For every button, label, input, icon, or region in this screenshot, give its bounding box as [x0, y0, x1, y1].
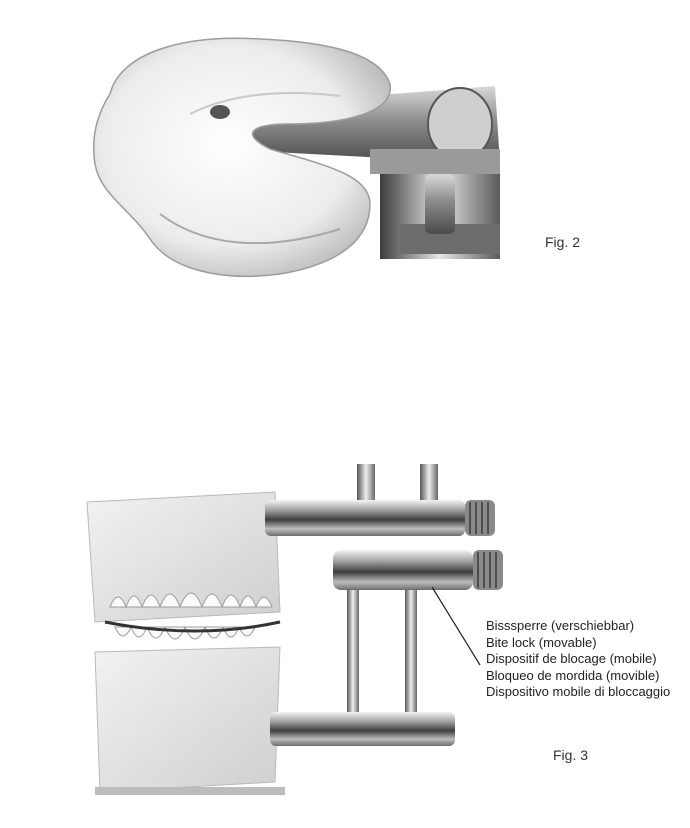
fig2-photo: [40, 14, 510, 299]
callout-line-fr: Dispositif de blocage (mobile): [486, 651, 657, 666]
callout-line-en: Bite lock (movable): [486, 634, 597, 650]
callout-line-es: Bloqueo de mordida (movible): [486, 667, 660, 683]
fig2-caption: Fig. 2: [545, 234, 581, 250]
callout-line-de: Bisssperre (verschiebbar): [486, 618, 635, 633]
fig3-caption: Fig. 3: [553, 747, 589, 763]
callout-line-it: Dispositivo mobile di bloccaggio: [486, 684, 671, 699]
bite-lock-callout: [486, 618, 670, 701]
fig3-photo: [75, 462, 515, 807]
